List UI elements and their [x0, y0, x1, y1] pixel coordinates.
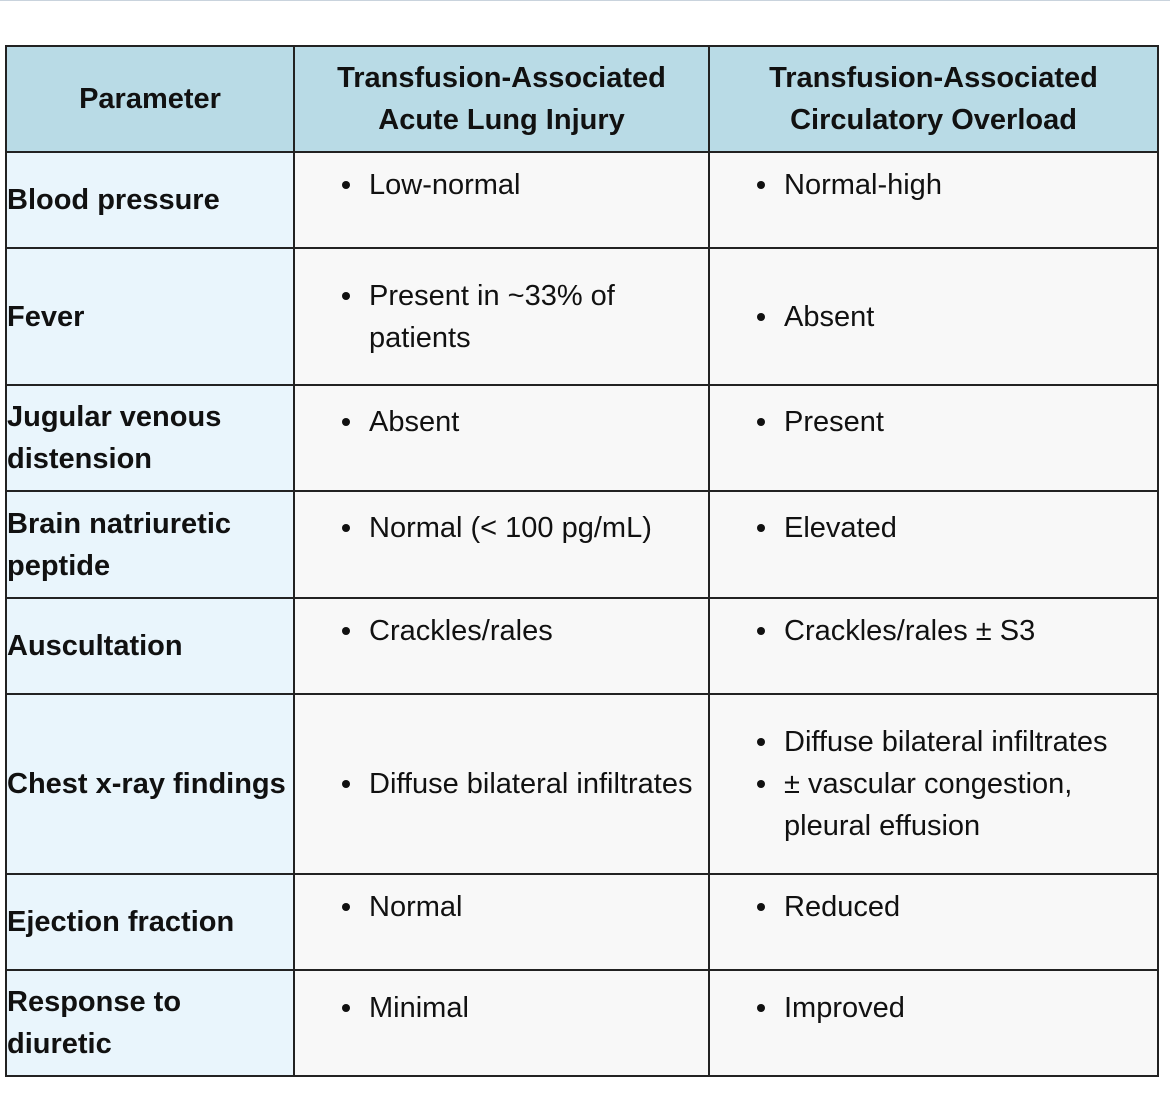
table-row	[6, 970, 1158, 1076]
header-trali: Transfusion-Associated Acute Lung Injury	[294, 46, 709, 152]
table-row	[6, 874, 1158, 970]
trali-cell	[294, 874, 709, 970]
taco-list	[710, 164, 1157, 206]
list-item: Minimal	[369, 987, 708, 1029]
table-body	[6, 152, 1158, 1076]
trali-list	[295, 275, 708, 359]
table-row	[6, 694, 1158, 874]
taco-cell	[709, 491, 1158, 598]
trali-list	[295, 610, 708, 652]
list-item: Normal	[369, 886, 708, 928]
taco-list	[710, 721, 1157, 847]
row-parameter: Fever	[6, 248, 294, 385]
list-item: Present	[784, 401, 1157, 443]
trali-cell	[294, 694, 709, 874]
list-item: Diffuse bilateral infiltrates	[369, 763, 708, 805]
comparison-table	[5, 45, 1159, 1077]
taco-cell	[709, 874, 1158, 970]
taco-list	[710, 610, 1157, 652]
list-item: Normal-high	[784, 164, 1157, 206]
trali-list	[295, 401, 708, 443]
taco-list	[710, 296, 1157, 338]
trali-list	[295, 763, 708, 805]
list-item: Low-normal	[369, 164, 708, 206]
list-item: Improved	[784, 987, 1157, 1029]
trali-list	[295, 886, 708, 928]
taco-cell	[709, 970, 1158, 1076]
row-parameter: Jugular venous distension	[6, 385, 294, 491]
list-item: Normal (< 100 pg/mL)	[369, 507, 708, 549]
taco-list	[710, 401, 1157, 443]
row-parameter: Blood pressure	[6, 152, 294, 248]
taco-list	[710, 886, 1157, 928]
top-divider	[0, 0, 1170, 1]
trali-list	[295, 987, 708, 1029]
table-row	[6, 152, 1158, 248]
row-parameter: Chest x-ray findings	[6, 694, 294, 874]
trali-list	[295, 164, 708, 206]
list-item: Absent	[784, 296, 1157, 338]
row-parameter: Brain natriuretic peptide	[6, 491, 294, 598]
list-item: ± vascular congestion, pleural effusion	[784, 763, 1157, 847]
taco-list	[710, 987, 1157, 1029]
taco-cell	[709, 694, 1158, 874]
list-item: Elevated	[784, 507, 1157, 549]
header-parameter: Parameter	[6, 46, 294, 152]
trali-cell	[294, 970, 709, 1076]
list-item: Present in ~33% of patients	[369, 275, 708, 359]
table-header	[6, 46, 1158, 152]
list-item: Diffuse bilateral infiltrates	[784, 721, 1157, 763]
row-parameter: Ejection fraction	[6, 874, 294, 970]
row-parameter: Auscultation	[6, 598, 294, 694]
trali-cell	[294, 385, 709, 491]
table-row	[6, 491, 1158, 598]
list-item: Crackles/rales	[369, 610, 708, 652]
table-row	[6, 598, 1158, 694]
taco-cell	[709, 598, 1158, 694]
taco-list	[710, 507, 1157, 549]
header-row	[6, 46, 1158, 152]
taco-cell	[709, 248, 1158, 385]
list-item: Absent	[369, 401, 708, 443]
trali-cell	[294, 598, 709, 694]
list-item: Crackles/rales ± S3	[784, 610, 1157, 652]
trali-list	[295, 507, 708, 549]
trali-cell	[294, 152, 709, 248]
trali-cell	[294, 248, 709, 385]
list-item: Reduced	[784, 886, 1157, 928]
taco-cell	[709, 152, 1158, 248]
row-parameter: Response to diuretic	[6, 970, 294, 1076]
table-row	[6, 385, 1158, 491]
taco-cell	[709, 385, 1158, 491]
trali-cell	[294, 491, 709, 598]
table-row	[6, 248, 1158, 385]
header-taco: Transfusion-Associated Circulatory Overload	[709, 46, 1158, 152]
